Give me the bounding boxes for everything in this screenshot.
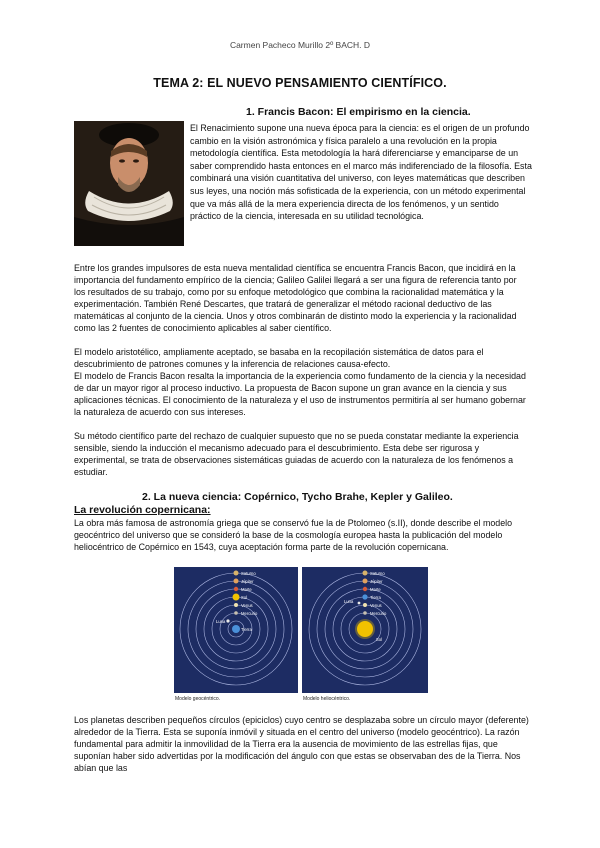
solar-system-models-diagram bbox=[172, 567, 430, 705]
geo-label-2: Marte bbox=[241, 587, 252, 592]
paragraph-metodo-cientifico: Su método científico parte del rechazo de cualquier supuesto que no se pueda constatar mediante la experiencia sensible, siendo la inducción el mecanismo adecuado para el descubrimiento. Esta debe ser rigurosa y experimental, se trata de observaciones sistemáticas guiadas de acuerdo con la naturaleza de los fenómenos a estudiar. bbox=[74, 431, 519, 478]
section-heading-bacon: 1. Francis Bacon: El empirismo en la ciencia. bbox=[246, 106, 471, 118]
heliocentric-caption: Modelo heliocéntrico. bbox=[303, 696, 351, 702]
helio-label-2: Marte bbox=[370, 587, 381, 592]
helio-label-6: Mercurio bbox=[370, 611, 387, 616]
page-header: Carmen Pacheco Murillo 2º BACH. D bbox=[229, 40, 371, 50]
paragraph-modelo-aristotelico: El modelo aristotélico, ampliamente aceptado, se basaba en la recopilación sistemática de datos para el descubrimiento de patrones comunes y la inferencia de relaciones causa-efecto. bbox=[74, 347, 484, 370]
geo-label-7: Tierra bbox=[241, 627, 252, 632]
geocentric-caption: Modelo geocéntrico. bbox=[175, 696, 221, 702]
helio-label-0: Saturno bbox=[370, 571, 385, 576]
page-title: TEMA 2: EL NUEVO PENSAMIENTO CIENTÍFICO. bbox=[153, 76, 447, 90]
geocentric-model bbox=[174, 567, 298, 702]
geo-label-1: Júpiter bbox=[241, 579, 254, 584]
geo-label-0: Saturno bbox=[241, 571, 256, 576]
geo-label-4: Venus bbox=[241, 603, 253, 608]
paragraph-epiciclos: Los planetas describen pequeños círculos (epiciclos) cuyo centro se desplazaba sobre un círculo mayor (deferente) alrededor de la Tierra. Esta se suponía inmóvil y situada en el centro del universo (modelo geocéntrico). La razón fundamental para admitir la inmovilidad de la Tierra era la ausencia de movimiento de las estrellas fijas, que suponían haber sido advertidas por la modificación del ángulo con que estas se observaban des de la Tierra. Nos abían que las bbox=[74, 715, 529, 774]
paragraph-impulsores: Entre los grandes impulsores de esta nueva mentalidad científica se encuentra Francis Bacon, que incidirá en la importancia del fundamento empírico de la ciencia; Galileo Galilei llegará a ser una figura de referencia tanto por los resultados de su trabajo, como por su enfoque metodológico que combina la racionalidad matemática y la experimentación. También René Descartes, que tratará de generalizar el método racional deductivo de las matemáticas al conjunto de la ciencia. Unos y otros combinarán de distinto modo la experiencia y la racionalidad como las 2 fuentes de conocimiento aplicables al saber científico. bbox=[74, 263, 517, 334]
earth-icon bbox=[232, 625, 240, 633]
geo-label-3: Sol bbox=[241, 595, 248, 600]
paragraph-modelo-bacon: El modelo de Francis Bacon resalta la importancia de la experiencia como fundamento de la ciencia y la necesidad de dar un mayor rigor al proceso inductivo. La propuesta de Bacon supone un gran avance en la ciencia y sus aplicaciones técnicas. El conocimiento de la naturaleza y el uso de instrumentos permitiría al ser humano gobernar la naturaleza de acuerdo con sus intereses. bbox=[74, 371, 526, 418]
section-heading-nueva-ciencia: 2. La nueva ciencia: Copérnico, Tycho Brahe, Kepler y Galileo. bbox=[142, 491, 453, 503]
helio-label-1: Júpiter bbox=[370, 579, 383, 584]
heliocentric-model bbox=[302, 567, 428, 702]
paragraph-ptolomeo: La obra más famosa de astronomía griega que se conservó fue la de Ptolomeo (s.II), donde describe el modelo geocéntrico del universo que se consideró la base de la cosmología europea hasta la publicación del modelo heliocéntrico de Copérnico en 1543, cuya aceptación forma parte de la revolución copernicana. bbox=[74, 518, 513, 553]
francis-bacon-portrait bbox=[74, 121, 184, 246]
helio-label-5: Venus bbox=[370, 603, 382, 608]
bacon-intro-text: El Renacimiento supone una nueva época para la ciencia: es el origen de un profundo cambio en la visión astronómica y física paralelo a una revolución en la propia metodología científica. Esta metodología la hará diferenciarse y emanciparse de un saber comprendido hasta entonces en el marco más indiferenciado de la filosofía. Esta combinará una visión cuantitativa del universo, con leyes matemáticas que describen sus leyes, una noción más sofisticada de la experiencia, con un método experimental que va más allá de la mera experiencia directa de los fenómenos, y un sentido práctico de la ciencia, interesada en su utilidad tecnológica. bbox=[190, 123, 532, 222]
sun-icon bbox=[233, 594, 240, 601]
geo-label-6: Luna bbox=[216, 619, 226, 624]
geo-label-5: Mercurio bbox=[241, 611, 258, 616]
helio-label-7: Sol bbox=[376, 637, 383, 642]
subheading-revolucion-copernicana: La revolución copernicana: bbox=[74, 504, 211, 516]
helio-label-3: Tierra bbox=[370, 595, 381, 600]
helio-label-4: Luna bbox=[344, 599, 354, 604]
